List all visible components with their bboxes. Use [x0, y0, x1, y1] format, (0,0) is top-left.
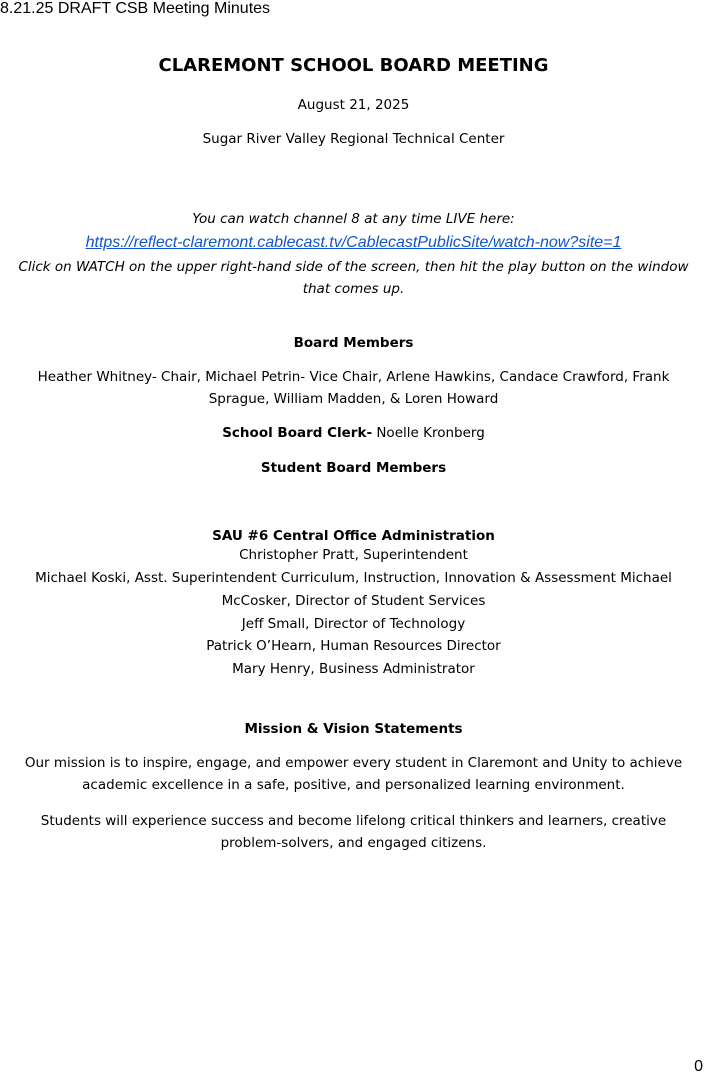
admin-line: Christopher Pratt, Superintendent: [239, 547, 468, 563]
page-number: 0: [694, 1058, 703, 1075]
meeting-title: CLAREMONT SCHOOL BOARD MEETING: [158, 55, 549, 76]
clerk-row: [0, 422, 707, 444]
admin-line: Patrick O’Hearn, Human Resources Director: [206, 638, 501, 654]
watch-link-row: [0, 232, 707, 254]
meeting-location: Sugar River Valley Regional Technical Center: [202, 131, 505, 147]
admin-line: Michael Koski, Asst. Superintendent Curriculum, Instruction, Innovation & Assessment Michael: [35, 570, 672, 586]
mission-heading: Mission & Vision Statements: [244, 721, 463, 737]
mission-statement: Our mission is to inspire, engage, and empower every student in Claremont and Unity to achieve academic excellence in a safe, positive, and personalized learning environment.: [24, 755, 683, 793]
clerk-label: School Board Clerk-: [222, 425, 373, 441]
admin-line: Jeff Small, Director of Technology: [241, 616, 466, 632]
admin-line: Mary Henry, Business Administrator: [232, 661, 475, 677]
student-members-heading: Student Board Members: [260, 460, 447, 476]
meeting-date: August 21, 2025: [297, 97, 410, 113]
watch-link[interactable]: https://reflect-claremont.cablecast.tv/CablecastPublicSite/watch-now?site=1: [85, 234, 622, 251]
page-header: 8.21.25 DRAFT CSB Meeting Minutes: [0, 0, 271, 17]
watch-instructions: Click on WATCH on the upper right-hand side of the screen, then hit the play button on the window that comes up.: [18, 259, 689, 297]
admin-heading: SAU #6 Central Office Administration: [212, 528, 495, 544]
clerk-name: Noelle Kronberg: [372, 425, 485, 441]
admin-line: McCosker, Director of Student Services: [221, 593, 486, 609]
board-members-heading: Board Members: [293, 335, 414, 351]
vision-statement: Students will experience success and become lifelong critical thinkers and learners, creative problem-solvers, and engaged citizens.: [40, 813, 667, 851]
watch-intro: You can watch channel 8 at any time LIVE here:: [192, 211, 515, 227]
board-members-list: Heather Whitney- Chair, Michael Petrin- Vice Chair, Arlene Hawkins, Candace Crawford, Frank Sprague, William Madden, & Loren Howard: [37, 369, 670, 407]
